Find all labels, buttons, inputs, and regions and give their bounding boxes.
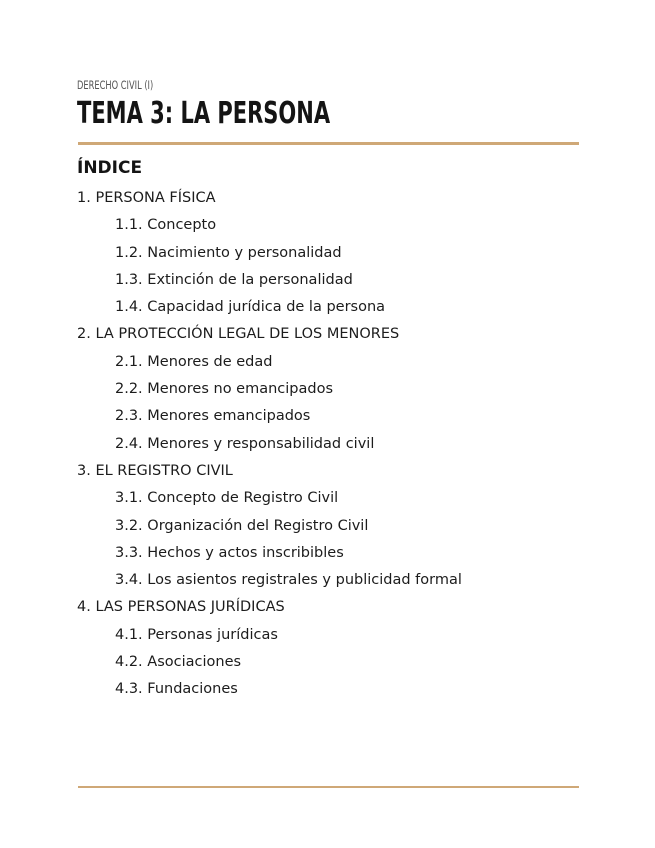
toc-subsection: 2.1. Menores de edad — [115, 353, 273, 370]
toc-subsection: 3.1. Concepto de Registro Civil — [115, 490, 339, 507]
toc-section: 1. PERSONA FÍSICA — [77, 190, 216, 206]
toc-section: 2. LA PROTECCIÓN LEGAL DE LOS MENORES — [77, 326, 400, 343]
toc-subsection: 1.4. Capacidad jurídica de la persona — [115, 299, 386, 316]
index-heading: ÍNDICE — [77, 158, 143, 178]
toc-subsection: 2.3. Menores emancipados — [115, 408, 311, 425]
footer-divider — [78, 786, 579, 788]
toc-subsection: 1.2. Nacimiento y personalidad — [115, 244, 342, 261]
toc-subsection: 3.4. Los asientos registrales y publicidad formal — [115, 572, 462, 589]
table-of-contents — [0, 185, 655, 704]
title-divider — [78, 142, 579, 145]
toc-section: 3. EL REGISTRO CIVIL — [77, 462, 233, 479]
toc-subsection: 1.1. Concepto — [115, 217, 217, 234]
toc-subsection: 3.2. Organización del Registro Civil — [115, 517, 369, 534]
toc-subsection: 4.3. Fundaciones — [115, 681, 238, 698]
toc-subsection: 4.1. Personas jurídicas — [115, 626, 278, 643]
course-subject: DERECHO CIVIL (I) — [77, 78, 154, 92]
toc-subsection: 4.2. Asociaciones — [115, 654, 242, 671]
toc-subsection: 3.3. Hechos y actos inscribibles — [115, 544, 344, 561]
page-title: TEMA 3: LA PERSONA — [77, 96, 331, 131]
toc-subsection: 2.2. Menores no emancipados — [115, 381, 334, 398]
toc-section: 4. LAS PERSONAS JURÍDICAS — [77, 599, 285, 616]
toc-subsection: 2.4. Menores y responsabilidad civil — [115, 435, 375, 452]
toc-subsection: 1.3. Extinción de la personalidad — [115, 271, 353, 288]
